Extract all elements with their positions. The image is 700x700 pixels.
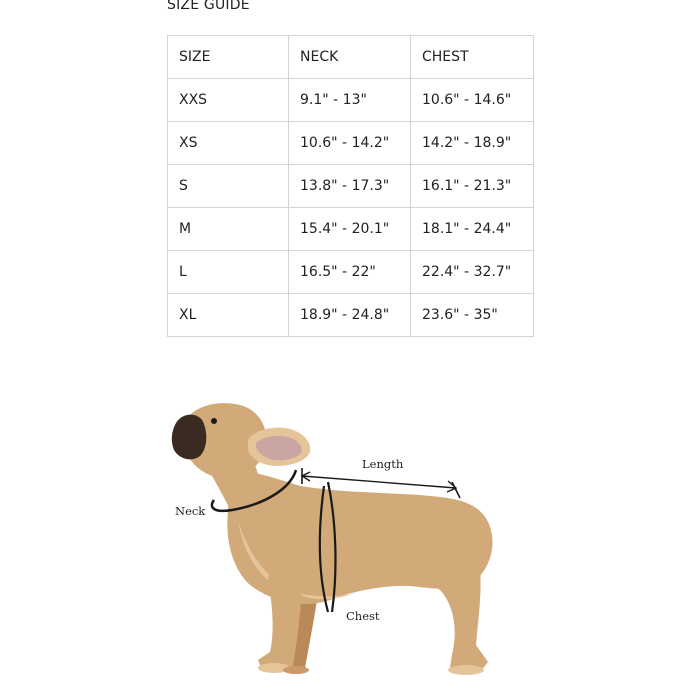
neck-cell: 15.4" - 20.1" xyxy=(289,208,411,251)
chest-cell: 10.6" - 14.6" xyxy=(411,79,534,122)
size-cell: XS xyxy=(168,122,289,165)
header-neck: NECK xyxy=(289,36,411,79)
dog-paw xyxy=(283,666,309,674)
size-cell: XL xyxy=(168,294,289,337)
header-size: SIZE xyxy=(168,36,289,79)
header-chest: CHEST xyxy=(411,36,534,79)
neck-cell: 10.6" - 14.2" xyxy=(289,122,411,165)
neck-cell: 13.8" - 17.3" xyxy=(289,165,411,208)
dog-muzzle xyxy=(172,415,206,460)
neck-cell: 9.1" - 13" xyxy=(289,79,411,122)
size-cell: L xyxy=(168,251,289,294)
dog-eye xyxy=(211,418,217,424)
chest-cell: 16.1" - 21.3" xyxy=(411,165,534,208)
dog-illustration xyxy=(172,403,493,675)
size-cell: XXS xyxy=(168,79,289,122)
dog-paw xyxy=(448,665,484,675)
chest-cell: 18.1" - 24.4" xyxy=(411,208,534,251)
length-label: Length xyxy=(362,457,404,471)
chest-label: Chest xyxy=(346,609,380,623)
neck-cell: 16.5" - 22" xyxy=(289,251,411,294)
size-cell: S xyxy=(168,165,289,208)
neck-cell: 18.9" - 24.8" xyxy=(289,294,411,337)
chest-cell: 14.2" - 18.9" xyxy=(411,122,534,165)
page-title: SIZE GUIDE xyxy=(167,0,250,13)
length-measure-line xyxy=(302,476,456,488)
chest-cell: 22.4" - 32.7" xyxy=(411,251,534,294)
neck-label: Neck xyxy=(175,504,206,518)
chest-cell: 23.6" - 35" xyxy=(411,294,534,337)
size-cell: M xyxy=(168,208,289,251)
